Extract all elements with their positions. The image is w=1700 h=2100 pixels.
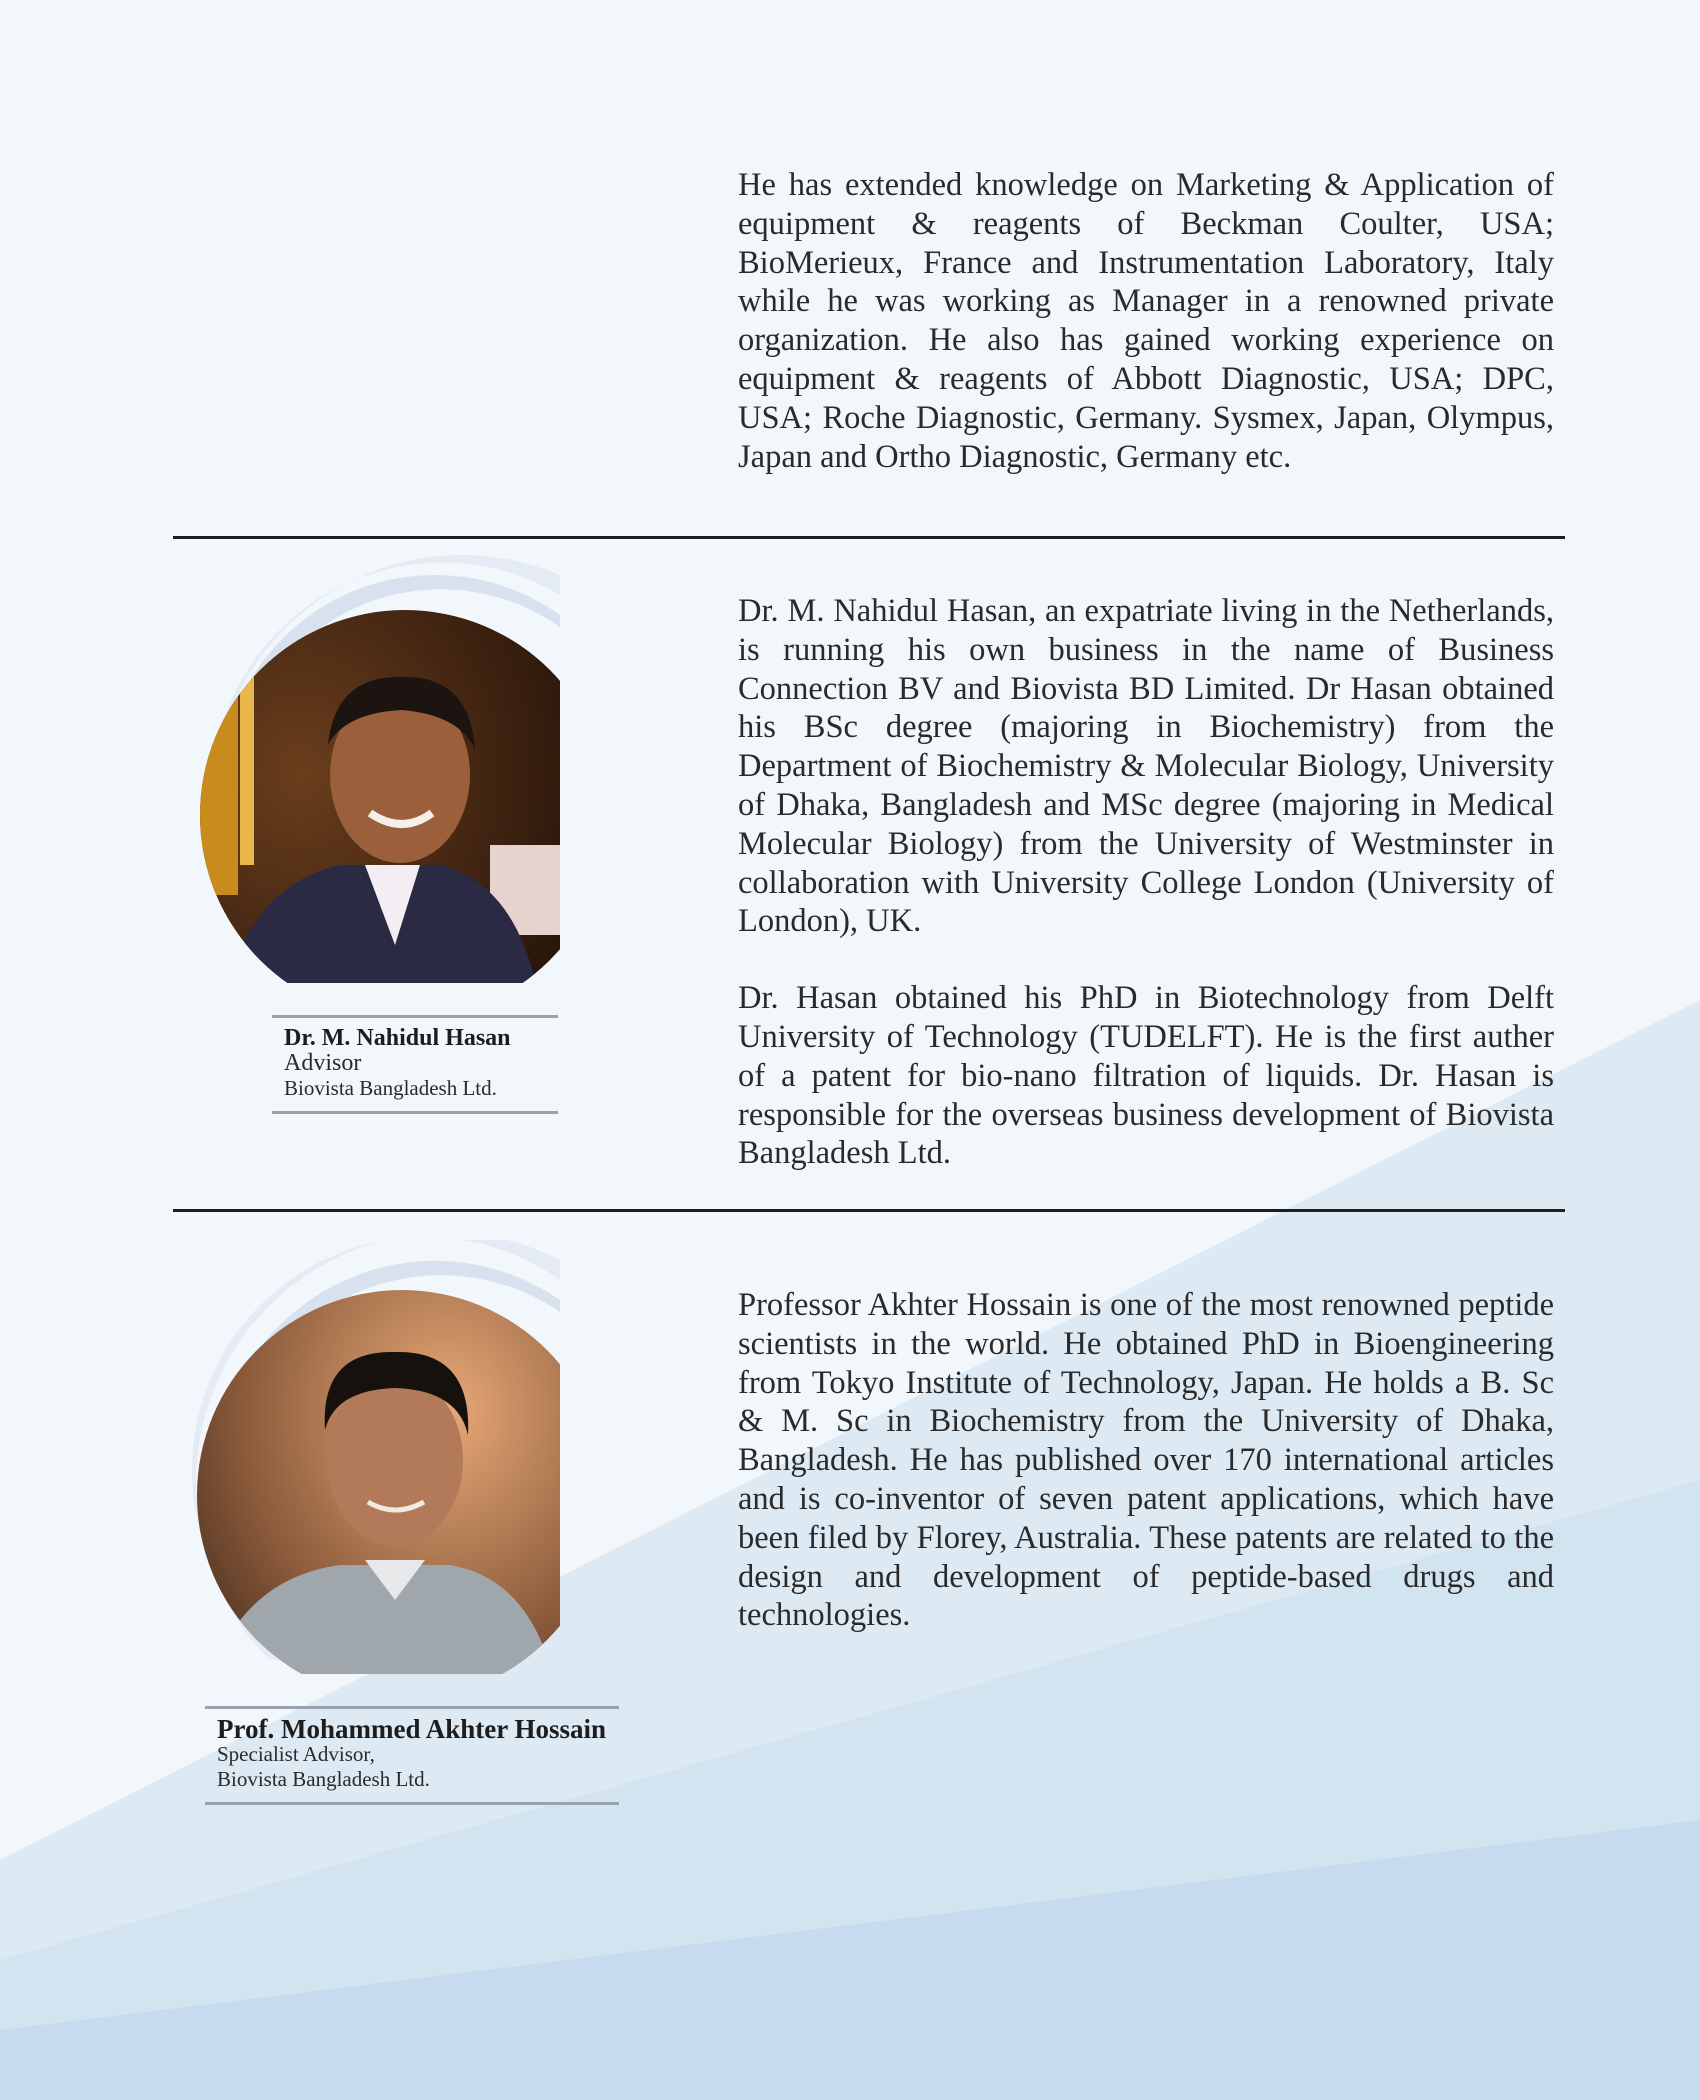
- intro-paragraph: [738, 166, 1554, 476]
- profile-1-organization: Biovista Bangladesh Ltd.: [284, 1076, 497, 1100]
- profile-2-name: Prof. Mohammed Akhter Hossain: [217, 1714, 607, 1744]
- section-divider-1: [173, 536, 1565, 539]
- profile-2-photo: [140, 1240, 560, 1680]
- profile-1-photo: [140, 545, 560, 995]
- profile-2-role: Specialist Advisor,: [217, 1742, 375, 1766]
- profile-1-caption: [272, 1015, 558, 1114]
- profile-1-name: Dr. M. Nahidul Hasan: [284, 1025, 511, 1051]
- profile-1-bio: [738, 592, 1554, 1173]
- profile-2-caption: [205, 1706, 619, 1805]
- profile-1-role: Advisor: [284, 1050, 362, 1076]
- profile-2-paragraph-1: Professor Akhter Hossain is one of the most renowned peptide scientists in the world. He obtained PhD in Bioengineering from Tokyo Institute of Technology, Japan. He holds a B. Sc & M. Sc in Biochemistry from the University of Dhaka, Bangladesh. He has published over 170 international articles and is co-inventor of seven patent applications, which have been filed by Florey, Australia. These patents are related to the design and development of peptide-based drugs and technologies.: [738, 1287, 1554, 1634]
- profile-1-paragraph-2: Dr. Hasan obtained his PhD in Biotechnology from Delft University of Technology (TUDELFT). He is the first auther of a patent for bio-nano filtration of liquids. Dr. Hasan is responsible for the overseas business development of Biovista Bangladesh Ltd.: [738, 980, 1554, 1172]
- section-divider-2: [173, 1209, 1565, 1212]
- profile-2-bio: [738, 1286, 1554, 1635]
- profile-1-paragraph-1: Dr. M. Nahidul Hasan, an expatriate living in the Netherlands, is running his own business in the name of Business Connection BV and Biovista BD Limited. Dr Hasan obtained his BSc degree (majoring in Biochemistry) from the Department of Biochemistry & Molecular Biology, University of Dhaka, Bangladesh and MSc degree (majoring in Medical Molecular Biology) from the University of Westminster in collaboration with University College London (University of London), UK.: [738, 593, 1554, 940]
- intro-text: He has extended knowledge on Marketing & Application of equipment & reagents of Beckman Coulter, USA; BioMerieux, France and Instrumentation Laboratory, Italy while he was working as Manager in a renowned private organization. He also has gained working experience on equipment & reagents of Abbott Diagnostic, USA; DPC, USA; Roche Diagnostic, Germany. Sysmex, Japan, Olympus, Japan and Ortho Diagnostic, Germany etc.: [738, 167, 1554, 475]
- profile-2-organization: Biovista Bangladesh Ltd.: [217, 1767, 430, 1791]
